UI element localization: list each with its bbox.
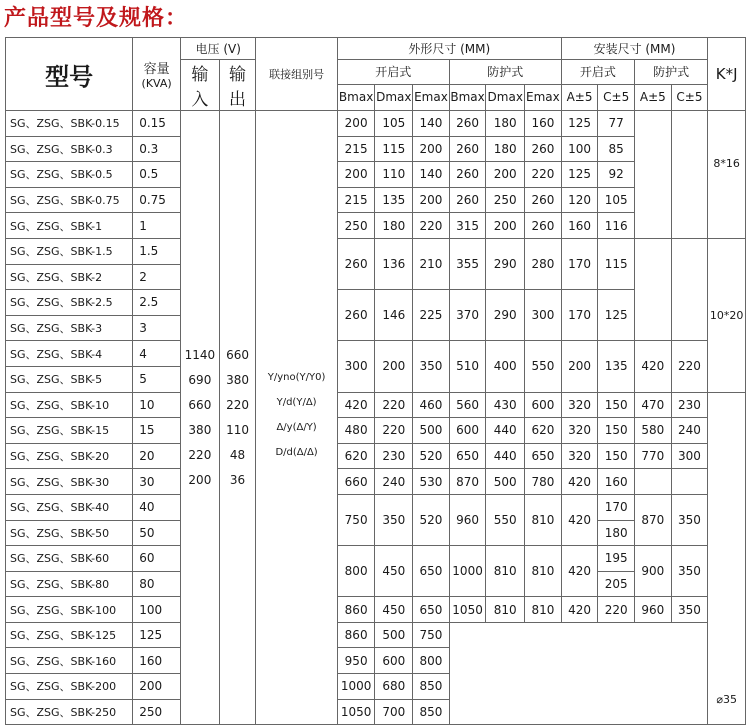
capacity-header: 容量 (KVA) [133,38,181,111]
install-protective-header: 防护式 [635,60,708,85]
dim-cell: 780 [525,469,562,495]
dim-cell: 195 [598,546,635,572]
dim-cell: 160 [598,469,635,495]
table-row [6,597,746,623]
table-row [6,238,746,264]
table-row [6,111,746,137]
dim-cell: 350 [413,341,450,392]
dim-cell: 280 [525,238,562,289]
dim-cell: 650 [449,443,486,469]
dim-cell: 260 [337,290,375,341]
dim-cell: 180 [375,213,413,239]
table-row [6,546,746,572]
dim-cell: 250 [486,187,525,213]
model-cell: SG、ZSG、SBK-250 [6,699,133,725]
capacity-cell: 15 [133,418,181,444]
dim-cell: 850 [413,699,450,725]
a-header: A±5 [635,84,672,110]
dim-cell: 810 [525,494,562,545]
capacity-cell: 20 [133,443,181,469]
install-open-header: 开启式 [561,60,634,85]
model-cell: SG、ZSG、SBK-10 [6,392,133,418]
empty-cell [671,469,708,495]
dim-cell: 300 [525,290,562,341]
dim-cell: 230 [671,392,708,418]
dim-cell: 77 [598,111,635,137]
dim-cell: 100 [561,136,598,162]
empty-cell [635,469,672,495]
dim-cell: 350 [375,494,413,545]
dim-cell: 220 [413,213,450,239]
dim-cell: 150 [598,418,635,444]
dim-cell: 420 [561,494,598,545]
dim-cell: 420 [561,546,598,597]
dim-cell: 135 [598,341,635,392]
dim-cell: 260 [449,187,486,213]
dim-cell: 240 [671,418,708,444]
model-cell: SG、ZSG、SBK-30 [6,469,133,495]
kj-cell: 10*20 [708,238,746,392]
a-header: A±5 [561,84,598,110]
install-dims-header: 安装尺寸 (MM) [561,38,708,60]
model-cell: SG、ZSG、SBK-1.5 [6,238,133,264]
model-cell: SG、ZSG、SBK-20 [6,443,133,469]
table-row [6,494,746,520]
dim-cell: 500 [413,418,450,444]
dim-cell: 350 [671,494,708,545]
capacity-cell: 160 [133,648,181,674]
model-cell: SG、ZSG、SBK-50 [6,520,133,546]
model-cell: SG、ZSG、SBK-0.75 [6,187,133,213]
capacity-cell: 100 [133,597,181,623]
dim-cell: 320 [561,443,598,469]
input-voltage-cell: 1140 690 660 380 220 200 [181,111,220,725]
kj-cell: ⌀35 [708,392,746,725]
dim-cell: 290 [486,238,525,289]
dim-cell: 600 [525,392,562,418]
dim-cell: 260 [525,213,562,239]
dim-cell: 520 [413,443,450,469]
dim-cell: 170 [561,238,598,289]
dim-cell: 650 [413,546,450,597]
dim-cell: 146 [375,290,413,341]
dim-cell: 550 [486,494,525,545]
dim-cell: 85 [598,136,635,162]
dim-cell: 225 [413,290,450,341]
dim-cell: 500 [486,469,525,495]
dim-cell: 860 [337,622,375,648]
dim-cell: 680 [375,674,413,700]
dim-cell: 600 [375,648,413,674]
model-cell: SG、ZSG、SBK-40 [6,494,133,520]
output-header: 输 出 [219,60,256,111]
dim-cell: 250 [337,213,375,239]
model-cell: SG、ZSG、SBK-1 [6,213,133,239]
dim-cell: 370 [449,290,486,341]
dim-cell: 650 [413,597,450,623]
capacity-cell: 125 [133,622,181,648]
voltage-header: 电压 (V) [181,38,256,60]
dim-cell: 810 [525,546,562,597]
capacity-cell: 0.75 [133,187,181,213]
dim-cell: 200 [413,187,450,213]
dim-cell: 125 [598,290,635,341]
dim-cell: 105 [598,187,635,213]
c-header: C±5 [598,84,635,110]
empty-cell [671,111,708,239]
page-title: 产品型号及规格： [4,6,189,31]
dim-cell: 1050 [337,699,375,725]
dim-cell: 560 [449,392,486,418]
dim-cell: 300 [671,443,708,469]
dim-cell: 150 [598,392,635,418]
dim-cell: 430 [486,392,525,418]
model-cell: SG、ZSG、SBK-15 [6,418,133,444]
dim-cell: 660 [337,469,375,495]
dim-cell: 770 [635,443,672,469]
dim-cell: 120 [561,187,598,213]
dim-cell: 440 [486,418,525,444]
dmax-header: Dmax [486,84,525,110]
dim-cell: 170 [598,494,635,520]
dim-cell: 420 [561,469,598,495]
dim-cell: 810 [486,597,525,623]
capacity-cell: 10 [133,392,181,418]
dim-cell: 220 [375,418,413,444]
table-row [6,418,746,444]
dim-cell: 200 [337,111,375,137]
dim-cell: 320 [561,392,598,418]
capacity-cell: 0.5 [133,162,181,188]
dim-cell: 220 [598,597,635,623]
dim-cell: 960 [635,597,672,623]
dim-cell: 600 [449,418,486,444]
open-type-header: 开启式 [337,60,449,85]
dim-cell: 160 [525,111,562,137]
dim-cell: 215 [337,136,375,162]
capacity-cell: 60 [133,546,181,572]
dim-cell: 135 [375,187,413,213]
dim-cell: 200 [486,162,525,188]
dim-cell: 800 [337,546,375,597]
dim-cell: 500 [375,622,413,648]
dim-cell: 140 [413,111,450,137]
capacity-cell: 1.5 [133,238,181,264]
dim-cell: 110 [375,162,413,188]
dim-cell: 1050 [449,597,486,623]
dim-cell: 850 [413,674,450,700]
model-cell: SG、ZSG、SBK-2 [6,264,133,290]
dim-cell: 480 [337,418,375,444]
table-row [6,392,746,418]
capacity-cell: 50 [133,520,181,546]
dim-cell: 440 [486,443,525,469]
capacity-cell: 0.15 [133,111,181,137]
protective-type-header: 防护式 [449,60,561,85]
dim-cell: 136 [375,238,413,289]
dim-cell: 240 [375,469,413,495]
dim-cell: 650 [525,443,562,469]
header-row-1 [6,38,746,60]
model-cell: SG、ZSG、SBK-60 [6,546,133,572]
dim-cell: 140 [413,162,450,188]
dim-cell: 400 [486,341,525,392]
dim-cell: 290 [486,290,525,341]
dim-cell: 450 [375,597,413,623]
model-cell: SG、ZSG、SBK-0.3 [6,136,133,162]
dim-cell: 200 [486,213,525,239]
table-row [6,443,746,469]
dim-cell: 300 [337,341,375,392]
connection-header: 联接组别号 [256,38,337,111]
dim-cell: 580 [635,418,672,444]
dim-cell: 800 [413,648,450,674]
table-row [6,341,746,367]
dim-cell: 260 [449,136,486,162]
capacity-cell: 30 [133,469,181,495]
dim-cell: 92 [598,162,635,188]
model-cell: SG、ZSG、SBK-3 [6,315,133,341]
output-voltage-cell: 660 380 220 110 48 36 [219,111,256,725]
dim-cell: 215 [337,187,375,213]
dim-cell: 860 [337,597,375,623]
spec-table [5,37,746,725]
bmax-header: Bmax [449,84,486,110]
capacity-cell: 2 [133,264,181,290]
model-cell: SG、ZSG、SBK-160 [6,648,133,674]
model-cell: SG、ZSG、SBK-0.15 [6,111,133,137]
connection-cell: Y/yno(Y/Y0) Y/d(Y/Δ) Δ/y(Δ/Y) D/d(Δ/Δ) [256,111,337,725]
dim-cell: 180 [598,520,635,546]
dim-cell: 620 [337,443,375,469]
dim-cell: 420 [635,341,672,392]
capacity-cell: 250 [133,699,181,725]
c-header: C±5 [671,84,708,110]
dim-cell: 125 [561,162,598,188]
dim-cell: 530 [413,469,450,495]
dim-cell: 420 [561,597,598,623]
dim-cell: 125 [561,111,598,137]
dim-cell: 205 [598,571,635,597]
model-cell: SG、ZSG、SBK-2.5 [6,290,133,316]
dim-cell: 260 [449,162,486,188]
dim-cell: 810 [525,597,562,623]
dim-cell: 200 [413,136,450,162]
capacity-cell: 40 [133,494,181,520]
dim-cell: 450 [375,546,413,597]
dim-cell: 260 [449,111,486,137]
model-cell: SG、ZSG、SBK-125 [6,622,133,648]
dim-cell: 220 [375,392,413,418]
kj-cell: 8*16 [708,111,746,239]
model-cell: SG、ZSG、SBK-80 [6,571,133,597]
dim-cell: 1000 [337,674,375,700]
capacity-cell: 3 [133,315,181,341]
dim-cell: 160 [561,213,598,239]
dim-cell: 350 [671,597,708,623]
dim-cell: 750 [413,622,450,648]
emax-header: Emax [525,84,562,110]
dim-cell: 700 [375,699,413,725]
empty-cell [449,622,708,724]
capacity-cell: 5 [133,366,181,392]
dim-cell: 260 [525,187,562,213]
dim-cell: 115 [375,136,413,162]
dim-cell: 810 [486,546,525,597]
bmax-header: Bmax [337,84,375,110]
dim-cell: 350 [671,546,708,597]
outer-dims-header: 外形尺寸 (MM) [337,38,561,60]
model-cell: SG、ZSG、SBK-0.5 [6,162,133,188]
capacity-cell: 0.3 [133,136,181,162]
dim-cell: 180 [486,111,525,137]
model-header: 型号 [6,38,133,111]
dim-cell: 460 [413,392,450,418]
dim-cell: 520 [413,494,450,545]
dim-cell: 870 [449,469,486,495]
dim-cell: 116 [598,213,635,239]
kj-header: K*J [708,38,746,111]
dim-cell: 510 [449,341,486,392]
dim-cell: 355 [449,238,486,289]
dim-cell: 150 [598,443,635,469]
dim-cell: 320 [561,418,598,444]
dim-cell: 900 [635,546,672,597]
dim-cell: 315 [449,213,486,239]
dmax-header: Dmax [375,84,413,110]
dim-cell: 180 [486,136,525,162]
emax-header: Emax [413,84,450,110]
empty-cell [635,238,672,340]
dim-cell: 960 [449,494,486,545]
dim-cell: 105 [375,111,413,137]
dim-cell: 220 [671,341,708,392]
dim-cell: 115 [598,238,635,289]
capacity-cell: 1 [133,213,181,239]
dim-cell: 950 [337,648,375,674]
dim-cell: 750 [337,494,375,545]
empty-cell [671,238,708,340]
dim-cell: 260 [337,238,375,289]
table-row [6,622,746,648]
dim-cell: 260 [525,136,562,162]
dim-cell: 1000 [449,546,486,597]
table-row [6,469,746,495]
dim-cell: 230 [375,443,413,469]
capacity-cell: 80 [133,571,181,597]
dim-cell: 170 [561,290,598,341]
capacity-cell: 2.5 [133,290,181,316]
input-header: 输 入 [181,60,220,111]
model-cell: SG、ZSG、SBK-4 [6,341,133,367]
model-cell: SG、ZSG、SBK-100 [6,597,133,623]
dim-cell: 420 [337,392,375,418]
capacity-cell: 200 [133,674,181,700]
model-cell: SG、ZSG、SBK-5 [6,366,133,392]
dim-cell: 550 [525,341,562,392]
dim-cell: 870 [635,494,672,545]
dim-cell: 210 [413,238,450,289]
empty-cell [635,111,672,239]
dim-cell: 470 [635,392,672,418]
dim-cell: 620 [525,418,562,444]
dim-cell: 200 [375,341,413,392]
capacity-cell: 4 [133,341,181,367]
dim-cell: 200 [337,162,375,188]
dim-cell: 220 [525,162,562,188]
dim-cell: 200 [561,341,598,392]
model-cell: SG、ZSG、SBK-200 [6,674,133,700]
